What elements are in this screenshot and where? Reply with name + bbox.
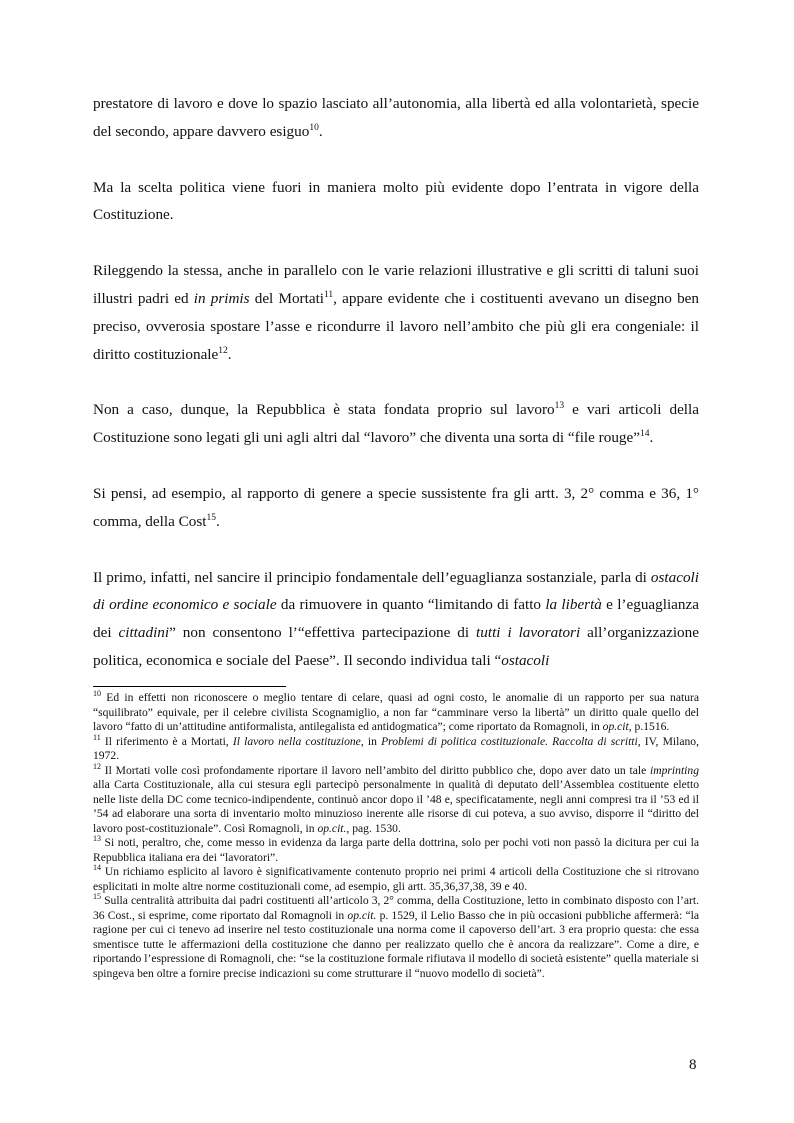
footnote-12 <box>93 761 699 837</box>
footnote-number: 14 <box>93 863 101 873</box>
footnote-ref-15[interactable]: 15 <box>206 512 216 523</box>
paragraph-6 <box>93 564 699 675</box>
italic-text: Problemi di politica costituzionale. Raccolta di scritti <box>381 734 638 748</box>
footnote-number: 10 <box>93 689 101 699</box>
text: Si pensi, ad esempio, al rapporto di genere a specie sussistente fra gli artt. 3, 2° comma e 36, 1° comma, della Cost <box>93 484 699 530</box>
text: ” non consentono l’“effettiva partecipazione di <box>169 624 477 642</box>
italic-text: Il lavoro nella costituzione <box>232 734 361 748</box>
paragraph-3 <box>93 257 699 368</box>
text: Ma la scelta politica viene fuori in maniera molto più evidente dopo l’entrata in vigore della Costituzione. <box>93 178 699 224</box>
text: p. 1529, il Lelio Basso che in più occasioni pubbliche affermerà: “la ragione per cui ci tenevo ad inserire nel testo costituzionale una norma come il capoverso dell’art. 3 era proprio questa: che essa smentisce tutte le affermazioni della costituzione che danno per realizzato quello che è ancora da realizzare”. Come a dire, e riportando l’espressione di Romagnoli, che: “se la costituzione formale rifiutava il modello di società esistente” quella materiale si spingeva ben oltre a fornire precise indicazioni su come strutturare il “nuovo modello di società”. <box>93 908 699 980</box>
text: . <box>215 512 220 530</box>
italic-text: op.cit. <box>347 908 377 922</box>
text: , IV, Milano, 1972. <box>93 734 699 762</box>
italic-text: op.cit <box>602 720 629 733</box>
footnote-10 <box>93 691 699 735</box>
footnote-ref-10[interactable]: 10 <box>309 122 319 133</box>
italic-text: ostacoli <box>501 651 550 669</box>
text: e l’eguaglianza dei <box>93 596 700 642</box>
text: pag. 1530. <box>349 821 401 835</box>
text: da rimuovere in quanto “limitando di fatto <box>276 596 546 614</box>
italic-text: ostacoli di ordine economico e sociale <box>93 568 699 614</box>
footnote-ref-14[interactable]: 14 <box>640 429 650 440</box>
text: all’organizzazione politica, economica e sociale del Paese”. Il secondo individua tali “ <box>93 624 699 669</box>
italic-text: cittadini <box>118 624 170 642</box>
text: prestatore di lavoro e dove lo spazio lasciato all’autonomia, alla libertà ed alla volontarietà, specie del secondo, appare davvero esiguo <box>93 95 699 140</box>
italic-text: la libertà <box>545 596 602 614</box>
text: , in <box>360 734 382 748</box>
italic-text: imprinting <box>650 763 699 777</box>
text: . <box>227 345 232 363</box>
footnote-number: 11 <box>93 732 101 742</box>
paragraph-5 <box>93 480 699 536</box>
text: e vari articoli della Costituzione sono legati gli uni agli altri dal “lavoro” che diventa una sorta di “file rouge” <box>93 401 699 447</box>
footnote-number: 13 <box>93 834 101 844</box>
text: , p.1516. <box>628 720 670 733</box>
text: Si noti, peraltro, che, come messo in evidenza da larga parte della dottrina, solo per pochi voti non passò la dicitura per cui la Repubblica italiana era dei “lavoratori”. <box>93 836 699 864</box>
italic-text: in primis <box>193 289 250 307</box>
text: Il riferimento è a Mortati, <box>100 734 233 748</box>
text: Rileggendo la stessa, anche in parallelo con le varie relazioni illustrative e gli scritti di taluni suoi illustri padri ed <box>93 262 699 307</box>
text: . <box>649 429 654 447</box>
footnote-14 <box>93 865 699 894</box>
footnote-number: 15 <box>93 892 101 902</box>
text: , appare evidente che i costituenti avevano un disegno ben preciso, ovverosia spostare l’asse e ricondurre il lavoro nell’ambito che più gli era congeniale: il diritto costituzionale <box>93 289 699 363</box>
text: Ed in effetti non riconoscere o meglio tentare di celare, quasi ad ogni costo, le anomalie di un rapporto per sua natura “squilibrato” equivale, per il celebre civilista Scognamiglio, a non far “camminare verso la libertà” un diritto quale quello del lavoro “fatto di un’attitudine antiformalista, antilegalista ed antidogmatica”; come riportato da Romagnoli, in <box>93 691 699 733</box>
text: del Mortati <box>249 289 325 307</box>
page-number: 8 <box>689 1057 697 1073</box>
body-text <box>93 90 699 703</box>
footnote-ref-11[interactable]: 11 <box>324 289 334 300</box>
italic-text: tutti i lavoratori <box>476 624 581 642</box>
footnote-15 <box>93 894 699 981</box>
footnote-11 <box>93 732 699 764</box>
text: Il Mortati volle così profondamente riportare il lavoro nell’ambito del diritto pubblico che, dopo aver dato un tale <box>101 763 651 777</box>
text: Sulla centralità attribuita dai padri costituenti all’articolo 3, 2° comma, della Costituzione, letto in combinato disposto con l’art. 36 Cost., si esprime, come riportato dal Romagnoli in <box>93 894 699 922</box>
italic-text: op.cit., <box>317 821 350 835</box>
footnote-ref-13[interactable]: 13 <box>554 401 565 412</box>
paragraph-1 <box>93 90 699 146</box>
footnote-13 <box>93 836 699 865</box>
text: Un richiamo esplicito al lavoro è significativamente contenuto proprio nei primi 4 articoli della Costituzione che si ritrovano esplicitati in molte altre norme costituzionali come, ad esempio, gli artt. 35,36,37,38, 39 e 40. <box>93 865 699 893</box>
text: Non a caso, dunque, la Repubblica è stata fondata proprio sul lavoro <box>93 401 555 419</box>
footnote-number: 12 <box>93 761 101 771</box>
text: alla Carta Costituzionale, alla cui stesura egli partecipò personalmente in qualità di deputato dell’Assemblea costituente eletto nelle liste della DC come tecnico-indipendente, continuò ancor dopo il ’48 e, specificatamente, negli anni compresi tra il ’53 ed il ’54 ad elaborare una sorta di inventario molto minuzioso inerente alle risorse di cui poteva, a suo avviso, disporre il “diritto del lavoro post-costituzionale”. Così Romagnoli, in <box>93 778 699 835</box>
footnote-separator <box>93 686 286 687</box>
footnote-ref-12[interactable]: 12 <box>218 345 228 356</box>
paragraph-4 <box>93 396 699 452</box>
footnotes <box>93 691 699 981</box>
text: . <box>318 122 323 140</box>
paragraph-2 <box>93 174 699 230</box>
text: Il primo, infatti, nel sancire il principio fondamentale dell’eguaglianza sostanziale, parla di <box>93 568 651 586</box>
